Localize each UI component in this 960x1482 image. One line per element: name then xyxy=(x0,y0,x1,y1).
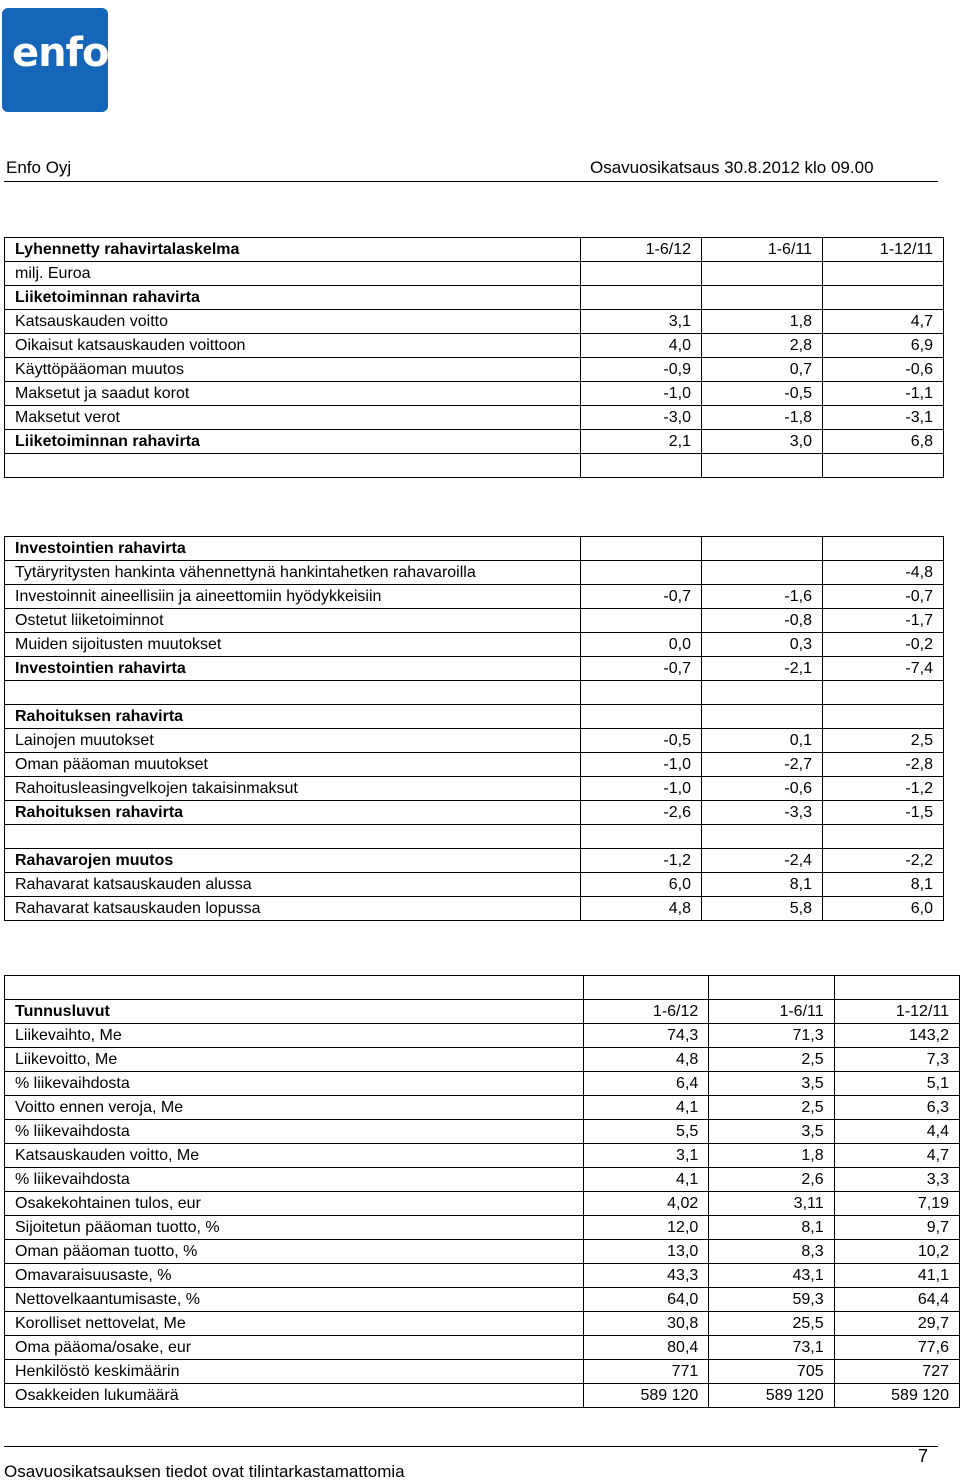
table-header-row xyxy=(5,1000,960,1024)
row-value: 6,4 xyxy=(583,1072,708,1096)
row-label: Lainojen muutokset xyxy=(5,729,581,753)
total-row xyxy=(5,801,944,825)
row-label: Oikaisut katsauskauden voittoon xyxy=(5,334,581,358)
row-value: -0,6 xyxy=(823,358,944,382)
row-label: Voitto ennen veroja, Me xyxy=(5,1096,584,1120)
row-value xyxy=(581,286,702,310)
table-row xyxy=(5,1288,960,1312)
row-value: 1-6/12 xyxy=(583,1000,708,1024)
row-label: Rahavarojen muutos xyxy=(5,849,581,873)
row-value: 0,3 xyxy=(702,633,823,657)
row-value xyxy=(581,454,702,478)
row-label: Liiketoiminnan rahavirta xyxy=(5,430,581,454)
row-value xyxy=(823,681,944,705)
table-header-row xyxy=(5,238,944,262)
row-value: 6,8 xyxy=(823,430,944,454)
row-value: -0,7 xyxy=(581,585,702,609)
row-label: Katsauskauden voitto xyxy=(5,310,581,334)
table-row xyxy=(5,609,944,633)
row-value: 1-12/11 xyxy=(823,238,944,262)
row-label: Investointien rahavirta xyxy=(5,537,581,561)
row-label: Tunnusluvut xyxy=(5,1000,584,1024)
row-value: 589 120 xyxy=(583,1384,708,1408)
row-label: Tytäryritysten hankinta vähennettynä hankintahetken rahavaroilla xyxy=(5,561,581,585)
table-row xyxy=(5,561,944,585)
row-value: -1,6 xyxy=(702,585,823,609)
row-value: 3,5 xyxy=(709,1120,834,1144)
row-value: 589 120 xyxy=(834,1384,959,1408)
row-value: 5,5 xyxy=(583,1120,708,1144)
row-value: 2,8 xyxy=(702,334,823,358)
row-value: 8,1 xyxy=(709,1216,834,1240)
row-value: 0,7 xyxy=(702,358,823,382)
row-label: Investoinnit aineellisiin ja aineettomiin hyödykkeisiin xyxy=(5,585,581,609)
row-value: 80,4 xyxy=(583,1336,708,1360)
row-value xyxy=(823,705,944,729)
row-value: 1-6/12 xyxy=(581,238,702,262)
row-value xyxy=(702,537,823,561)
row-label: % liikevaihdosta xyxy=(5,1120,584,1144)
row-value xyxy=(702,454,823,478)
footer-divider xyxy=(4,1446,938,1447)
row-value: 771 xyxy=(583,1360,708,1384)
table-row xyxy=(5,1024,960,1048)
row-value: 59,3 xyxy=(709,1288,834,1312)
table-row xyxy=(5,1168,960,1192)
table-row xyxy=(5,382,944,406)
table-row xyxy=(5,1096,960,1120)
row-label: % liikevaihdosta xyxy=(5,1168,584,1192)
table-row xyxy=(5,1216,960,1240)
row-value: -7,4 xyxy=(823,657,944,681)
row-value: -1,0 xyxy=(581,777,702,801)
cashflow-operating-table xyxy=(4,237,944,478)
table-row xyxy=(5,897,944,921)
row-value: -0,9 xyxy=(581,358,702,382)
row-value: 1,8 xyxy=(702,310,823,334)
row-value: 43,1 xyxy=(709,1264,834,1288)
table-row xyxy=(5,1144,960,1168)
table-row xyxy=(5,358,944,382)
table-row xyxy=(5,1360,960,1384)
row-value: 13,0 xyxy=(583,1240,708,1264)
row-value: 727 xyxy=(834,1360,959,1384)
row-value: 3,11 xyxy=(709,1192,834,1216)
row-value xyxy=(583,976,708,1000)
row-label: Omavaraisuusaste, % xyxy=(5,1264,584,1288)
enfo-logo xyxy=(2,8,108,112)
row-value: 5,8 xyxy=(702,897,823,921)
table-row xyxy=(5,1312,960,1336)
row-label xyxy=(5,454,581,478)
row-value: -2,2 xyxy=(823,849,944,873)
table-row xyxy=(5,334,944,358)
row-label: Maksetut ja saadut korot xyxy=(5,382,581,406)
table-row xyxy=(5,873,944,897)
row-value: 8,1 xyxy=(702,873,823,897)
row-value xyxy=(581,825,702,849)
row-label: Sijoitetun pääoman tuotto, % xyxy=(5,1216,584,1240)
row-value xyxy=(702,262,823,286)
row-label xyxy=(5,825,581,849)
row-label: Lyhennetty rahavirtalaskelma xyxy=(5,238,581,262)
row-label: Liikevaihto, Me xyxy=(5,1024,584,1048)
row-value: -1,7 xyxy=(823,609,944,633)
row-label xyxy=(5,976,584,1000)
row-value: 1-6/11 xyxy=(702,238,823,262)
row-value: -2,4 xyxy=(702,849,823,873)
row-value xyxy=(581,705,702,729)
report-title: Osavuosikatsaus 30.8.2012 klo 09.00 xyxy=(590,158,874,177)
spacer-row xyxy=(5,825,944,849)
row-value xyxy=(581,262,702,286)
row-value: 2,6 xyxy=(709,1168,834,1192)
total-row xyxy=(5,657,944,681)
row-value: 64,4 xyxy=(834,1288,959,1312)
row-label: Osakekohtainen tulos, eur xyxy=(5,1192,584,1216)
row-value: 1,8 xyxy=(709,1144,834,1168)
row-value: -1,8 xyxy=(702,406,823,430)
footer-note: Osavuosikatsauksen tiedot ovat tilintarkastamattomia xyxy=(4,1462,405,1481)
row-label: Korolliset nettovelat, Me xyxy=(5,1312,584,1336)
table-row xyxy=(5,1336,960,1360)
row-label: Maksetut verot xyxy=(5,406,581,430)
row-value: 10,2 xyxy=(834,1240,959,1264)
row-value xyxy=(702,561,823,585)
row-label: Ostetut liiketoiminnot xyxy=(5,609,581,633)
row-value xyxy=(581,681,702,705)
table-row xyxy=(5,1384,960,1408)
row-value xyxy=(581,537,702,561)
row-value: 6,0 xyxy=(823,897,944,921)
company-name: Enfo Oyj xyxy=(6,158,72,177)
unit-row xyxy=(5,262,944,286)
row-value xyxy=(834,976,959,1000)
row-value: -0,6 xyxy=(702,777,823,801)
table-row xyxy=(5,777,944,801)
row-value: -3,0 xyxy=(581,406,702,430)
row-label: Investointien rahavirta xyxy=(5,657,581,681)
row-label: Oman pääoman tuotto, % xyxy=(5,1240,584,1264)
row-value: -2,7 xyxy=(702,753,823,777)
row-value: 4,02 xyxy=(583,1192,708,1216)
row-value: 2,1 xyxy=(581,430,702,454)
row-label: Liiketoiminnan rahavirta xyxy=(5,286,581,310)
kpi-table xyxy=(4,975,960,1408)
row-label: Osakkeiden lukumäärä xyxy=(5,1384,584,1408)
row-value xyxy=(702,286,823,310)
section-heading xyxy=(5,537,944,561)
table-row xyxy=(5,633,944,657)
row-value: -1,0 xyxy=(581,753,702,777)
row-value xyxy=(823,537,944,561)
row-value: 6,0 xyxy=(581,873,702,897)
row-value: 3,3 xyxy=(834,1168,959,1192)
spacer-row xyxy=(5,681,944,705)
row-value: -0,2 xyxy=(823,633,944,657)
row-label: Muiden sijoitusten muutokset xyxy=(5,633,581,657)
row-value: 2,5 xyxy=(709,1048,834,1072)
row-value: 7,3 xyxy=(834,1048,959,1072)
row-label: Henkilöstö keskimäärin xyxy=(5,1360,584,1384)
spacer-row xyxy=(5,976,960,1000)
table-row xyxy=(5,585,944,609)
row-value: 3,1 xyxy=(583,1144,708,1168)
row-value: -3,3 xyxy=(702,801,823,825)
row-label: Rahoituksen rahavirta xyxy=(5,801,581,825)
row-value xyxy=(823,454,944,478)
row-value: 6,3 xyxy=(834,1096,959,1120)
row-value: 0,0 xyxy=(581,633,702,657)
total-row xyxy=(5,849,944,873)
row-value: 30,8 xyxy=(583,1312,708,1336)
row-label: Rahoituksen rahavirta xyxy=(5,705,581,729)
row-value xyxy=(702,705,823,729)
table-row xyxy=(5,729,944,753)
row-value: 77,6 xyxy=(834,1336,959,1360)
cashflow-investing-financing-table xyxy=(4,536,944,921)
table-row xyxy=(5,1048,960,1072)
row-value: 12,0 xyxy=(583,1216,708,1240)
row-value: -0,7 xyxy=(823,585,944,609)
row-value: 4,8 xyxy=(583,1048,708,1072)
row-value: 0,1 xyxy=(702,729,823,753)
table-row xyxy=(5,1264,960,1288)
row-value: 71,3 xyxy=(709,1024,834,1048)
row-value: -0,5 xyxy=(702,382,823,406)
row-value: 2,5 xyxy=(823,729,944,753)
row-value: 41,1 xyxy=(834,1264,959,1288)
row-label: % liikevaihdosta xyxy=(5,1072,584,1096)
row-value: -1,2 xyxy=(823,777,944,801)
row-label: Katsauskauden voitto, Me xyxy=(5,1144,584,1168)
row-value: 3,0 xyxy=(702,430,823,454)
table-row xyxy=(5,753,944,777)
row-value: 73,1 xyxy=(709,1336,834,1360)
row-value: -4,8 xyxy=(823,561,944,585)
row-value xyxy=(702,681,823,705)
row-value: -2,8 xyxy=(823,753,944,777)
table-row xyxy=(5,310,944,334)
row-value: -1,0 xyxy=(581,382,702,406)
spacer-row xyxy=(5,454,944,478)
table-row xyxy=(5,1240,960,1264)
row-value: 2,5 xyxy=(709,1096,834,1120)
row-value: 1-12/11 xyxy=(834,1000,959,1024)
row-value: 3,1 xyxy=(581,310,702,334)
row-value: 8,1 xyxy=(823,873,944,897)
row-value: 8,3 xyxy=(709,1240,834,1264)
table-row xyxy=(5,1072,960,1096)
table-row xyxy=(5,1192,960,1216)
row-value: 25,5 xyxy=(709,1312,834,1336)
row-value xyxy=(823,286,944,310)
row-value: -0,7 xyxy=(581,657,702,681)
row-value: 4,4 xyxy=(834,1120,959,1144)
row-label: Käyttöpääoman muutos xyxy=(5,358,581,382)
row-value: 4,0 xyxy=(581,334,702,358)
section-heading xyxy=(5,705,944,729)
row-value xyxy=(823,825,944,849)
row-value xyxy=(581,561,702,585)
row-value: 5,1 xyxy=(834,1072,959,1096)
row-value: 7,19 xyxy=(834,1192,959,1216)
row-label: Oma pääoma/osake, eur xyxy=(5,1336,584,1360)
row-label: Rahavarat katsauskauden lopussa xyxy=(5,897,581,921)
row-value: 143,2 xyxy=(834,1024,959,1048)
row-label: milj. Euroa xyxy=(5,262,581,286)
row-value: -0,5 xyxy=(581,729,702,753)
row-value: 74,3 xyxy=(583,1024,708,1048)
row-value: 1-6/11 xyxy=(709,1000,834,1024)
row-label: Liikevoitto, Me xyxy=(5,1048,584,1072)
row-value: -2,6 xyxy=(581,801,702,825)
row-label xyxy=(5,681,581,705)
row-value: 9,7 xyxy=(834,1216,959,1240)
total-row xyxy=(5,430,944,454)
row-value: 64,0 xyxy=(583,1288,708,1312)
table-row xyxy=(5,406,944,430)
row-value: 43,3 xyxy=(583,1264,708,1288)
row-label: Nettovelkaantumisaste, % xyxy=(5,1288,584,1312)
row-value: -1,5 xyxy=(823,801,944,825)
row-value: 4,8 xyxy=(581,897,702,921)
row-value: 4,7 xyxy=(834,1144,959,1168)
row-value xyxy=(823,262,944,286)
section-heading xyxy=(5,286,944,310)
row-value xyxy=(709,976,834,1000)
row-label: Rahoitusleasingvelkojen takaisinmaksut xyxy=(5,777,581,801)
row-value: 3,5 xyxy=(709,1072,834,1096)
logo-text: enfo xyxy=(12,30,109,76)
row-value: -3,1 xyxy=(823,406,944,430)
row-value: -1,1 xyxy=(823,382,944,406)
row-value: 6,9 xyxy=(823,334,944,358)
row-value: 4,1 xyxy=(583,1168,708,1192)
row-value: -0,8 xyxy=(702,609,823,633)
row-value xyxy=(581,609,702,633)
header-divider xyxy=(4,181,938,182)
row-value: 705 xyxy=(709,1360,834,1384)
row-label: Rahavarat katsauskauden alussa xyxy=(5,873,581,897)
row-label: Oman pääoman muutokset xyxy=(5,753,581,777)
table-row xyxy=(5,1120,960,1144)
page-number: 7 xyxy=(918,1446,929,1466)
row-value: 589 120 xyxy=(709,1384,834,1408)
row-value: 4,1 xyxy=(583,1096,708,1120)
row-value: 29,7 xyxy=(834,1312,959,1336)
row-value: 4,7 xyxy=(823,310,944,334)
row-value: -1,2 xyxy=(581,849,702,873)
row-value xyxy=(702,825,823,849)
row-value: -2,1 xyxy=(702,657,823,681)
